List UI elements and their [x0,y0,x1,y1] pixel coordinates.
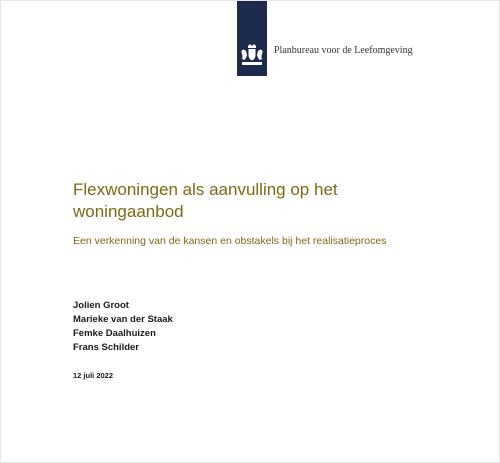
author-list [73,299,173,355]
document-title [73,179,453,223]
author-name: Frans Schilder [73,342,139,353]
title-line-1: Flexwoningen als aanvulling op het [73,180,338,199]
document-subtitle: Een verkenning van de kansen en obstakels bij het realisatieproces [73,235,387,247]
organization-name: Planbureau voor de Leefomgeving [274,45,413,56]
dutch-government-emblem-icon [237,41,267,71]
logo-band [237,1,267,76]
author-name: Marieke van der Staak [73,314,173,325]
publication-date: 12 juli 2022 [73,371,114,380]
author-name: Femke Daalhuizen [73,328,156,339]
author-name: Jolien Groot [73,300,129,311]
title-line-2: woningaanbod [73,202,184,221]
